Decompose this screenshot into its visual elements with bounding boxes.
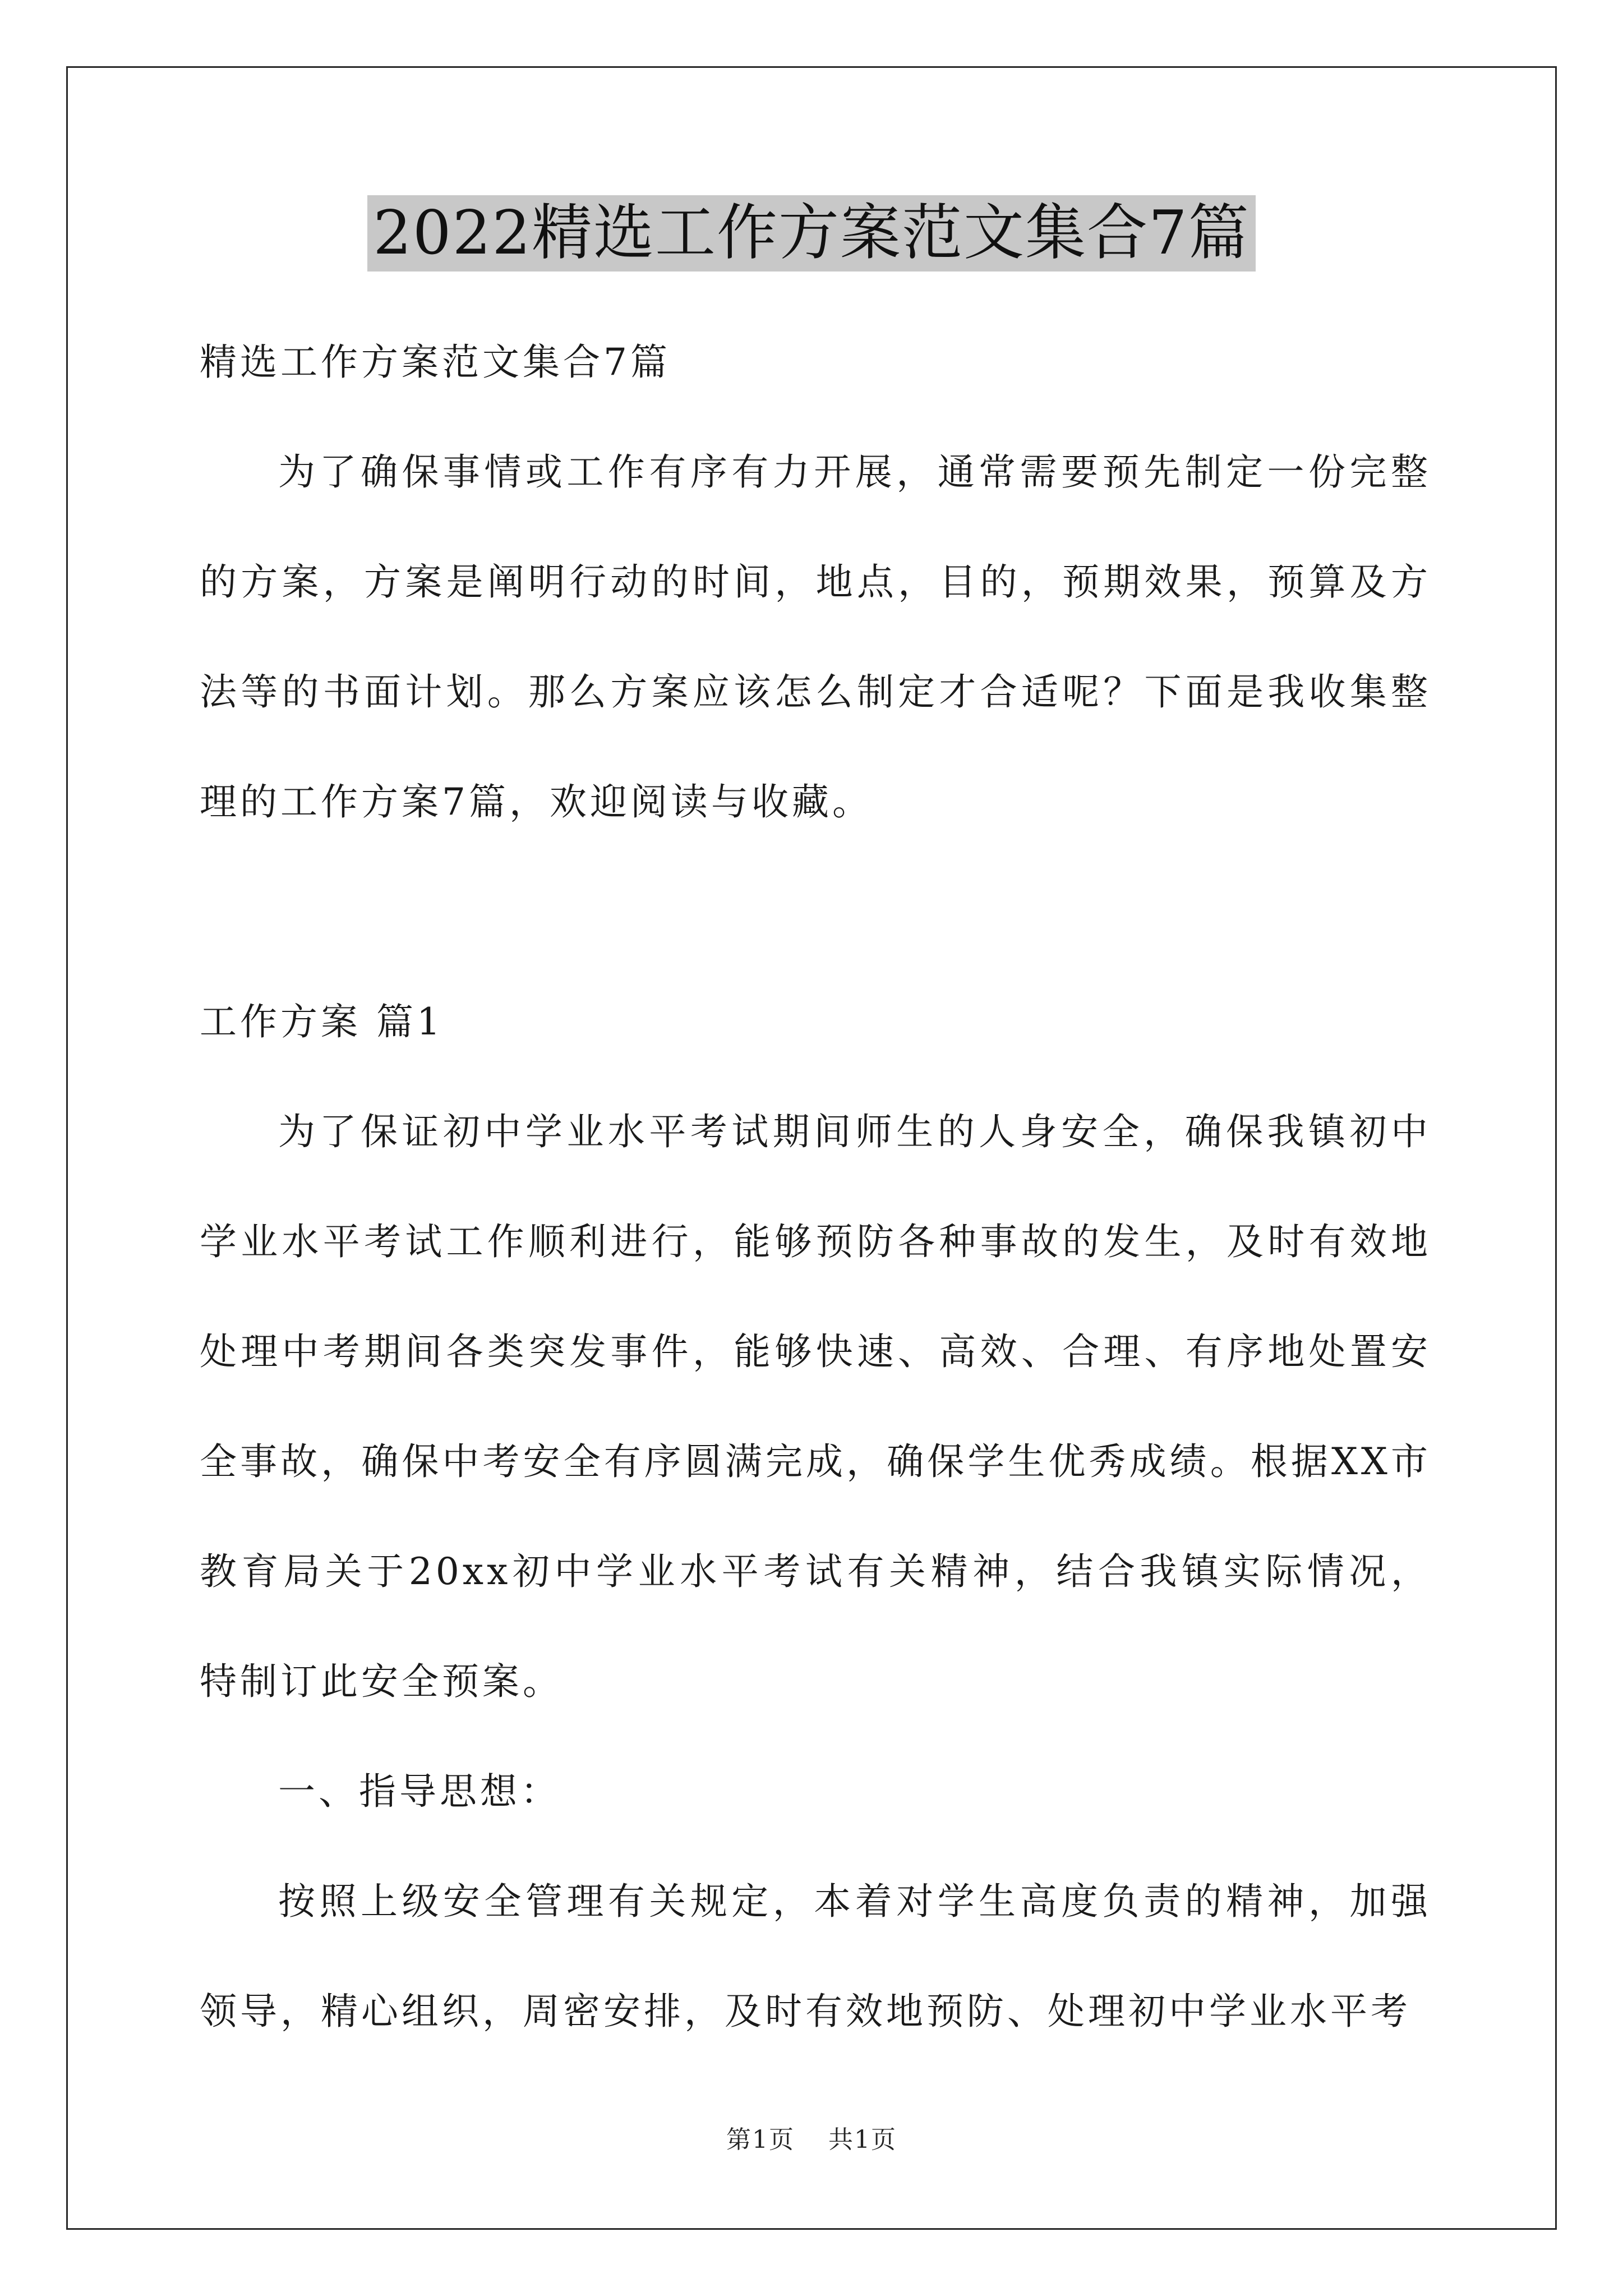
section-paragraph: 按照上级安全管理有关规定，本着对学生高度负责的精神，加强领导，精心组织，周密安排，及时有效地预防、处理初中学业水平考 <box>200 1880 1431 2033</box>
intro-paragraph: 为了确保事情或工作有序有力开展，通常需要预先制定一份完整的方案，方案是阐明行动的时间，地点，目的，预期效果，预算及方法等的书面计划。那么方案应该怎么制定才合适呢？下面是我收集整理的工作方案7篇，欢迎阅读与收藏。 <box>200 450 1431 823</box>
document-title: 2022精选工作方案范文集合7篇 <box>367 195 1256 272</box>
page-footer <box>0 2119 1623 2155</box>
section-spacer <box>200 857 1431 967</box>
section-paragraph: 为了保证初中学业水平考试期间师生的人身安全，确保我镇初中学业水平考试工作顺利进行，能够预防各种事故的发生，及时有效地处理中考期间各类突发事件，能够快速、高效、合理、有序地处置安全事故，确保中考安全有序圆满完成，确保学生优秀成绩。根据XX市教育局关于20xx初中学业水平考试有关精神，结合我镇实际情况，特制订此安全预案。 <box>200 1110 1431 1703</box>
page-total: 共1页 <box>828 2125 897 2154</box>
page-number: 第1页 <box>726 2125 795 2154</box>
title-container <box>0 195 1623 272</box>
document-body <box>200 307 1431 2067</box>
document-subtitle: 精选工作方案范文集合7篇 <box>200 341 671 384</box>
section-heading: 工作方案 篇1 <box>200 1000 444 1043</box>
section-subheading: 一、指导思想： <box>278 1770 561 1813</box>
